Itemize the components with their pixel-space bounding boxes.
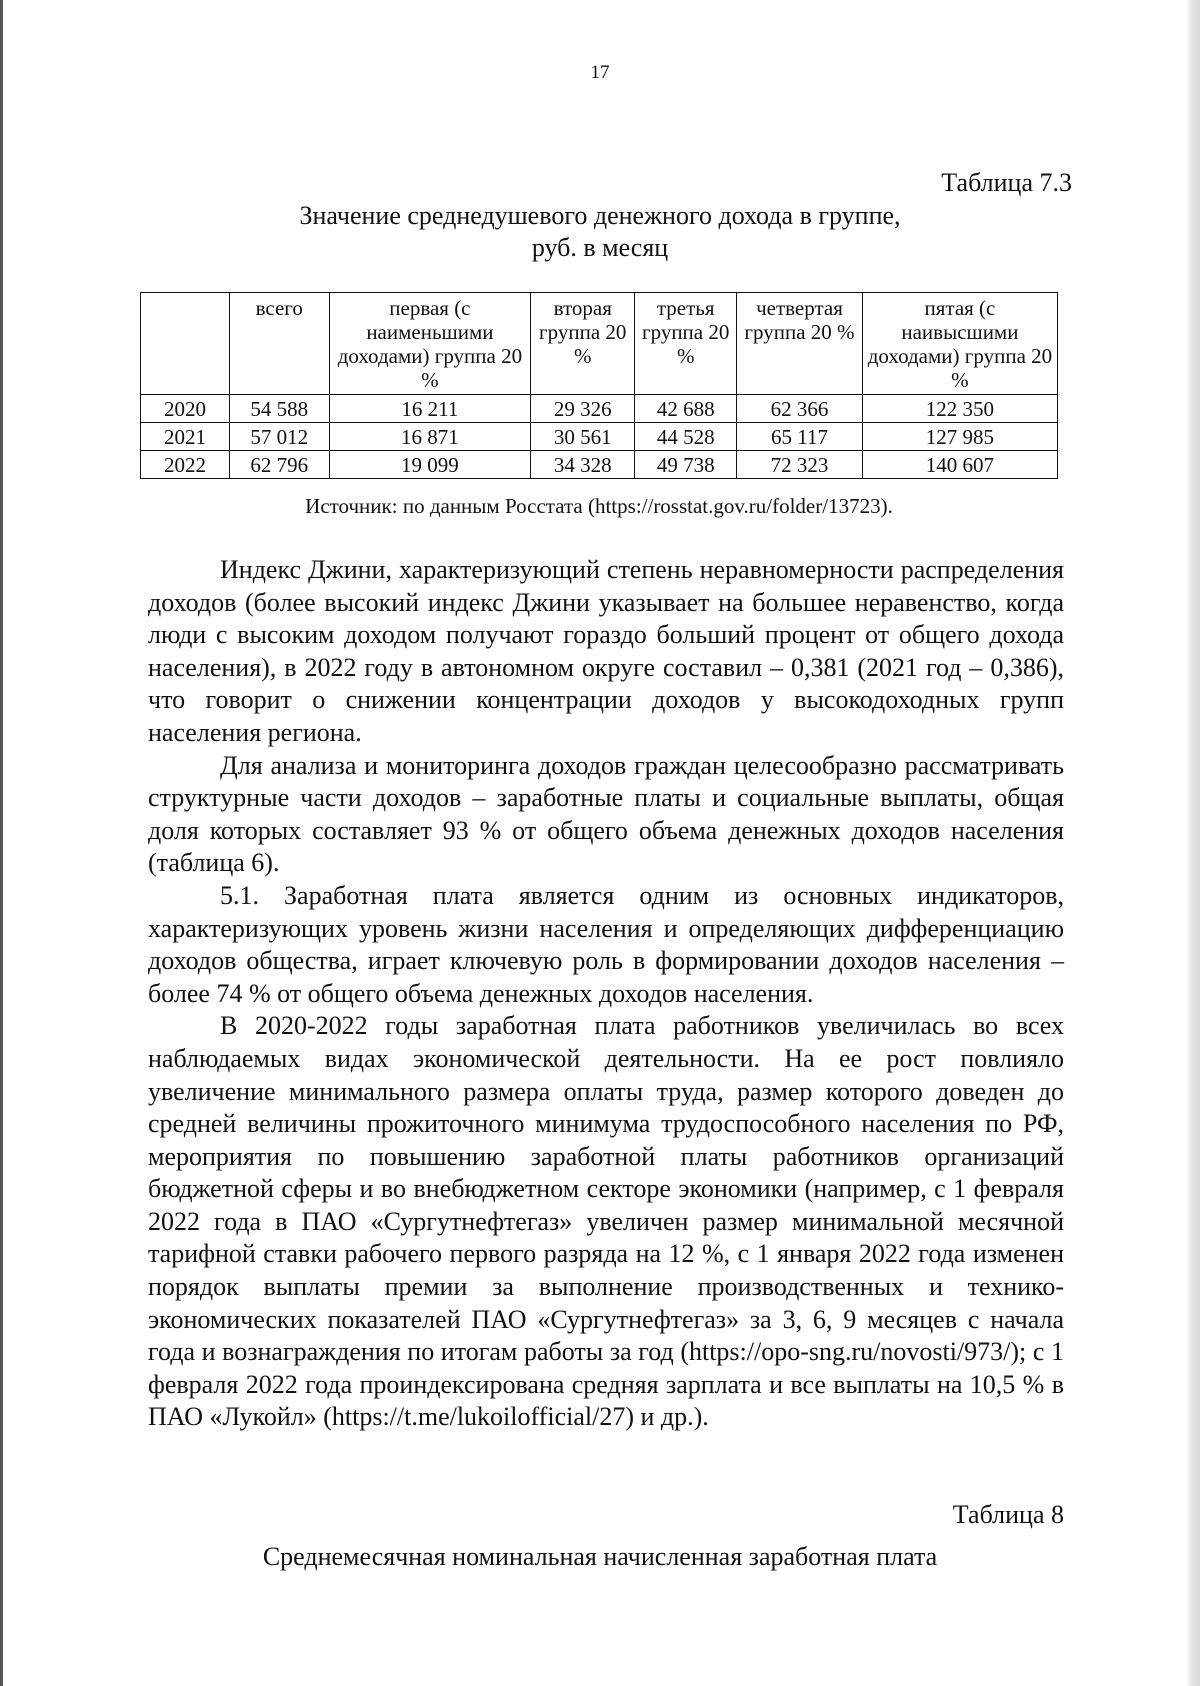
- table-row: [141, 395, 1058, 423]
- table-cell: 54 588: [229, 395, 329, 423]
- table-cell: 122 350: [862, 395, 1057, 423]
- year-cell: 2021: [141, 423, 230, 451]
- table-cell: 16 211: [329, 395, 531, 423]
- header-cell: всего: [229, 293, 329, 395]
- table-row: [141, 451, 1058, 479]
- table-cell: 140 607: [862, 451, 1057, 479]
- header-cell: первая (с наименьшими доходами) группа 20 %: [329, 293, 531, 395]
- table-cell: 44 528: [635, 423, 737, 451]
- body-text: [148, 554, 1064, 1434]
- header-cell: [141, 293, 230, 395]
- table-cell: 62 366: [737, 395, 863, 423]
- table-cell: 34 328: [531, 451, 635, 479]
- table-7-3-title-line2: руб. в месяц: [531, 233, 669, 262]
- table-cell: 72 323: [737, 451, 863, 479]
- table-cell: 30 561: [531, 423, 635, 451]
- scan-edge-right: [1186, 0, 1200, 1686]
- income-table: [140, 292, 1058, 479]
- header-cell: вторая группа 20 %: [531, 293, 635, 395]
- header-cell: третья группа 20 %: [635, 293, 737, 395]
- paragraph-gini-index: Индекс Джини, характеризующий степень неравномерности распределения доходов (более высокий индекс Джини указывает на большее неравенство, когда люди с высоким доходом получают гораздо больший процент от общего дохода населения), в 2022 году в автономном округе составил – 0,381 (2021 год – 0,386), что говорит о снижении концентрации доходов у высокодоходных групп населения региона.: [148, 555, 1064, 747]
- table-header-row: [141, 293, 1058, 395]
- table-cell: 16 871: [329, 423, 531, 451]
- table-8-title: Среднемесячная номинальная начисленная заработная плата: [262, 1542, 938, 1571]
- scan-edge-left: [0, 0, 3, 1686]
- table-cell: 57 012: [229, 423, 329, 451]
- table-cell: 62 796: [229, 451, 329, 479]
- table-cell: 19 099: [329, 451, 531, 479]
- paragraph-income-analysis: Для анализа и мониторинга доходов граждан целесообразно рассматривать структурные части доходов – заработные платы и социальные выплаты, общая доля которых составляет 93 % от общего объема денежных доходов населения (таблица 6).: [148, 750, 1064, 878]
- header-cell: четвертая группа 20 %: [737, 293, 863, 395]
- table-cell: 49 738: [635, 451, 737, 479]
- table-source-note: Источник: по данным Росстата (https://rosstat.gov.ru/folder/13723).: [305, 494, 893, 518]
- table-row: [141, 423, 1058, 451]
- paragraph-wage-growth: В 2020-2022 годы заработная плата работников увеличилась во всех наблюдаемых видах экономической деятельности. На ее рост повлияло увеличение минимального размера оплаты труда, размер которого доведен до средней величины прожиточного минимума трудоспособного населения по РФ, мероприятия по повышению заработной платы работников организаций бюджетной сферы и во внебюджетном секторе экономики (например, с 1 февраля 2022 года в ПАО «Сургутнефтегаз» увеличен размер минимальной месячной тарифной ставки рабочего первого разряда на 12 %, с 1 января 2022 года изменен порядок выплаты премии за выполнение производственных и технико-экономических показателей ПАО «Сургутнефтегаз» за 3, 6, 9 месяцев с начала года и вознаграждения по итогам работы за год (https://opo-sng.ru/novosti/973/); с 1 февраля 2022 года проиндексирована средняя зарплата и все выплаты на 10,5 % в ПАО «Лукойл» (https://t.me/lukoilofficial/27) и др.).: [148, 1011, 1064, 1432]
- table-cell: 65 117: [737, 423, 863, 451]
- table-cell: 42 688: [635, 395, 737, 423]
- paragraph-wages-indicator: 5.1. Заработная плата является одним из основных индикаторов, характеризующих уровень жизни населения и определяющих дифференциацию доходов общества, играет ключевую роль в формировании доходов населения – более 74 % от общего объема денежных доходов населения.: [148, 880, 1064, 1008]
- year-cell: 2020: [141, 395, 230, 423]
- table-8-label: Таблица 8: [952, 1500, 1064, 1529]
- table-7-3-title-line1: Значение среднедушевого денежного дохода в группе,: [299, 201, 901, 230]
- table-cell: 127 985: [862, 423, 1057, 451]
- header-cell: пятая (с наивысшими доходами) группа 20 %: [862, 293, 1057, 395]
- page-number: 17: [590, 62, 610, 83]
- table-7-3-label: Таблица 7.3: [941, 168, 1072, 197]
- table-cell: 29 326: [531, 395, 635, 423]
- table-7-3-title: [250, 200, 950, 264]
- year-cell: 2022: [141, 451, 230, 479]
